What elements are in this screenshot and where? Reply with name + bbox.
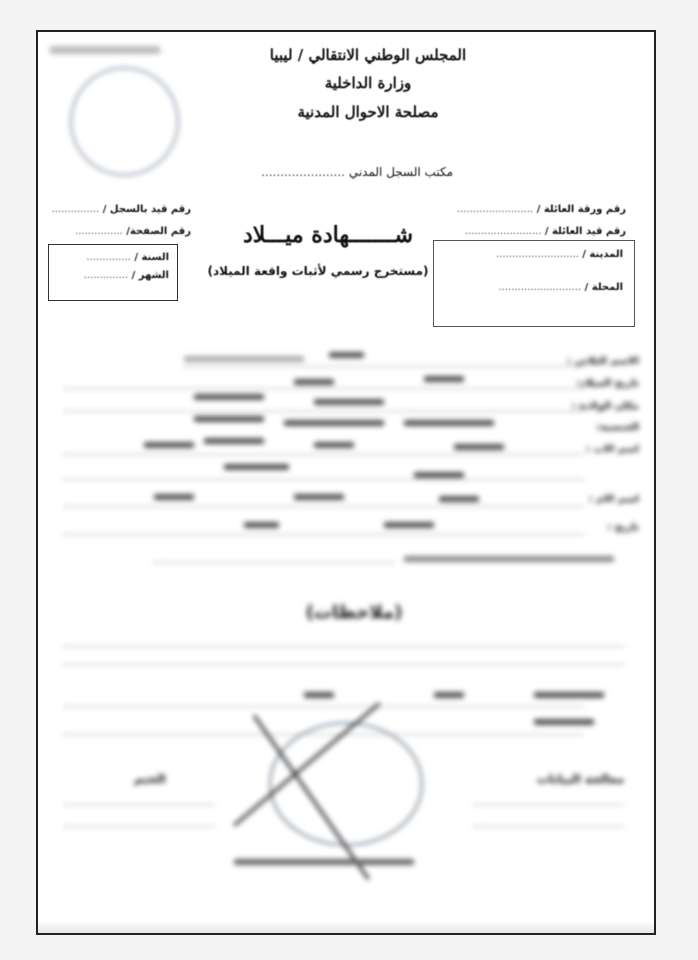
signature-line [474,804,624,806]
mother-name-label: اسم الام : [588,494,639,505]
page-number-field: رقم الصفحة/ ............... [75,226,191,237]
father-name-label: اسم الاب : [586,444,639,455]
redacted-value [314,399,384,405]
certificate-title: شـــــــهادة ميـــلاد [242,222,414,248]
row-line [64,706,584,708]
redacted-value [534,719,594,725]
redacted-value [234,859,414,865]
year-field: السنة / .............. [86,252,169,263]
registry-entry-field: رقم قيد بالسجل / ............... [51,204,191,215]
redacted-value [244,522,279,528]
redacted-value [434,692,464,698]
redacted-value [194,394,264,400]
row-line [64,506,584,508]
page-bottom-edge [38,921,654,933]
father-name-line [64,454,584,456]
full-name-label: الاسم الثلاثي : [566,356,639,367]
signature-line [64,826,214,828]
redacted-value [424,376,464,382]
redacted-value [144,442,194,448]
redacted-value [284,420,384,426]
stamp-seal-top [70,67,179,176]
blurred-form-region [44,294,654,904]
redacted-value [414,472,464,478]
signature-line [64,804,214,806]
redacted-value [294,494,344,500]
redacted-value [454,444,504,450]
marriage-date-label: تاريخ : [607,522,639,533]
redacted-value [534,692,604,698]
ministry-name: وزارة الداخلية [324,74,412,92]
redacted-value [304,692,334,698]
locality-field: المحلة / .......................... [498,282,623,293]
family-sheet-field: رقم ورقة العائلة / ........................ [456,204,626,215]
office-label: مكتب السجل المدني [348,165,453,179]
notes-title: (ملاحظات) [305,602,403,623]
registrar-label: معالجة البيانات [536,772,624,786]
nationality-label: الجنسية: [596,422,639,433]
redacted-value [184,356,304,362]
redacted-value [194,416,264,422]
certificate-subtitle: (مستخرج رسمي لأثبات واقعة الميلاد) [207,264,429,278]
redacted-value [314,442,354,448]
full-name-line [184,366,584,368]
official-stamp [269,722,423,846]
signature-line [474,826,624,828]
redacted-value [439,496,479,502]
civil-registry-office [203,165,453,179]
month-field: الشهر / .............. [83,270,169,281]
redacted-value [384,522,434,528]
row-line [154,562,394,564]
redacted-value [329,352,364,358]
city-field: المدينة / .......................... [496,249,623,260]
family-record-field: رقم قيد العائلة / ........................ [465,226,626,237]
row-line [64,479,584,481]
row-line [64,534,584,536]
council-name: المجلس الوطني الانتقالي / ليبيا [269,46,467,64]
seal-caption-top [50,46,160,54]
place-line [64,411,584,413]
place-label: مكان الولادة : [571,401,639,412]
redacted-value [224,464,289,470]
notes-line [64,646,624,648]
redacted-value [404,556,614,562]
redacted-value [154,494,194,500]
notes-line [64,664,624,666]
office-dots: ...................... [261,165,345,179]
redacted-value [404,420,494,426]
authority-name: مصلحة الاحوال المدنية [297,103,439,121]
signature-label: الختم [134,772,166,786]
birth-date-line [64,388,584,390]
redacted-value [294,379,334,385]
redacted-value [204,438,264,444]
certificate-page [36,30,656,935]
birth-date-label: تاريخ الميلاد: [576,378,639,389]
